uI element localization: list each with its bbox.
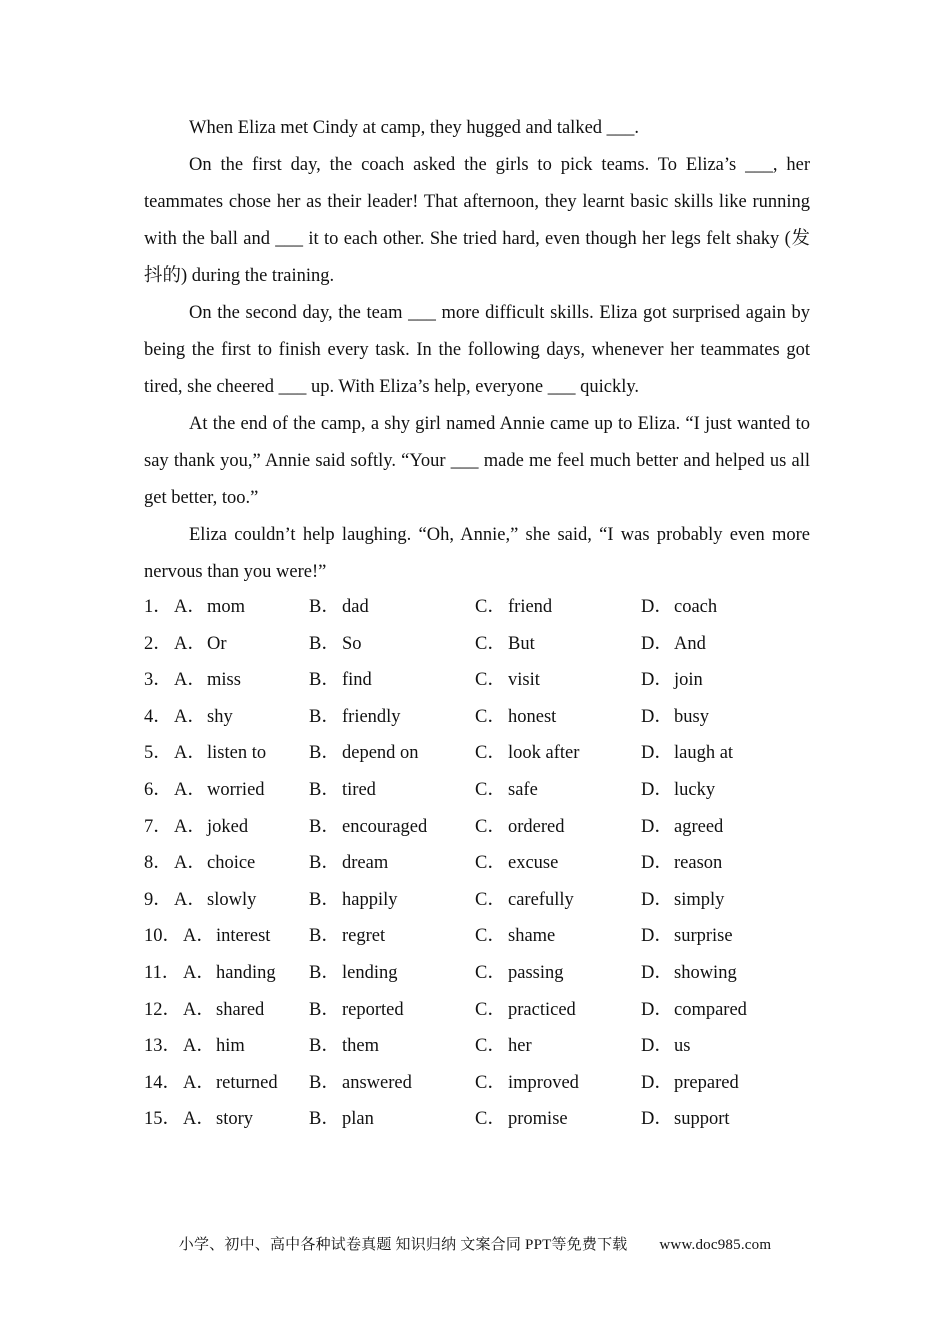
question-number: 8． — [144, 853, 172, 874]
option-letter: C． — [475, 1109, 506, 1130]
option-letter: B． — [309, 633, 340, 654]
option-text: honest — [508, 706, 557, 727]
question-number: 3． — [144, 670, 172, 691]
option-a — [144, 772, 265, 809]
option-text: him — [216, 1036, 245, 1057]
option-letter: D． — [641, 670, 673, 691]
option-d — [641, 772, 715, 809]
footer-text: 小学、初中、高中各种试卷真题 知识归纳 文案合同 PPT等免费下载 — [178, 1237, 628, 1253]
option-text: compared — [674, 999, 747, 1020]
option-letter: C． — [475, 1072, 506, 1093]
option-b — [309, 772, 376, 809]
option-b — [309, 1065, 412, 1102]
option-letter: D． — [641, 1072, 673, 1093]
option-d — [641, 589, 717, 626]
option-text: interest — [216, 926, 271, 947]
option-a — [144, 699, 233, 736]
option-text: miss — [207, 670, 241, 691]
option-c — [475, 589, 552, 626]
option-d — [641, 955, 737, 992]
option-letter: D． — [641, 926, 673, 947]
option-a — [144, 662, 241, 699]
question-row — [144, 955, 844, 992]
option-a — [144, 626, 227, 663]
option-text: listen to — [207, 743, 267, 764]
option-letter: C． — [475, 1036, 506, 1057]
option-text: improved — [508, 1072, 579, 1093]
option-text: laugh at — [674, 743, 734, 764]
question-number: 10． — [144, 926, 182, 947]
option-text: shared — [216, 999, 265, 1020]
option-c — [475, 918, 555, 955]
option-d — [641, 845, 722, 882]
option-a — [144, 1065, 278, 1102]
option-b — [309, 662, 372, 699]
question-number: 7． — [144, 816, 172, 837]
option-text: showing — [674, 962, 737, 983]
option-text: join — [674, 670, 703, 691]
option-letter: D． — [641, 1036, 673, 1057]
option-text: passing — [508, 962, 564, 983]
option-letter: B． — [309, 1036, 340, 1057]
option-letter: B． — [309, 889, 340, 910]
option-letter: D． — [641, 633, 673, 654]
option-text: mom — [207, 597, 246, 617]
option-letter: C． — [475, 706, 506, 727]
option-b — [309, 992, 404, 1029]
option-letter: B． — [309, 1072, 340, 1093]
option-c — [475, 1101, 568, 1138]
option-b — [309, 918, 385, 955]
option-letter: A． — [174, 743, 206, 764]
option-d — [641, 918, 733, 955]
option-letter: A． — [174, 706, 206, 727]
question-number: 11． — [144, 962, 181, 983]
option-letter: B． — [309, 779, 340, 800]
option-text: us — [674, 1036, 691, 1057]
option-letter: C． — [475, 670, 506, 691]
question-row — [144, 1101, 844, 1138]
option-letter: A． — [174, 779, 206, 800]
option-letter: C． — [475, 962, 506, 983]
option-text: promise — [508, 1109, 568, 1130]
option-text: reported — [342, 999, 404, 1020]
option-letter: C． — [475, 743, 506, 764]
option-c — [475, 992, 576, 1029]
option-d — [641, 662, 703, 699]
option-text: Or — [207, 633, 227, 654]
option-letter: B． — [309, 670, 340, 691]
option-a — [144, 735, 266, 772]
footer-url: www.doc985.com — [659, 1237, 772, 1253]
option-text: excuse — [508, 853, 559, 874]
option-text: shame — [508, 926, 556, 947]
option-letter: B． — [309, 1109, 340, 1130]
option-a — [144, 845, 255, 882]
option-letter: D． — [641, 999, 673, 1020]
option-text: handing — [216, 962, 276, 983]
option-c — [475, 626, 535, 663]
question-row — [144, 699, 844, 736]
option-letter: D． — [641, 816, 673, 837]
option-a — [144, 809, 248, 846]
option-a — [144, 589, 245, 626]
option-text: surprise — [674, 926, 733, 947]
question-row — [144, 1028, 844, 1065]
option-letter: C． — [475, 816, 506, 837]
option-d — [641, 882, 724, 919]
option-letter: A． — [174, 853, 206, 874]
option-d — [641, 626, 706, 663]
option-d — [641, 992, 747, 1029]
option-letter: B． — [309, 816, 340, 837]
page-footer — [0, 1233, 950, 1254]
question-number: 1． — [144, 597, 172, 617]
option-letter: B． — [309, 853, 340, 874]
option-d — [641, 1065, 739, 1102]
option-letter: D． — [641, 962, 673, 983]
option-letter: C． — [475, 999, 506, 1020]
option-b — [309, 626, 362, 663]
option-letter: A． — [183, 999, 215, 1020]
option-a — [144, 992, 264, 1029]
passage-paragraph: At the end of the camp, a shy girl named Annie came up to Eliza. “I just wanted to say thank you,” Annie said softly. “Your ___ made me feel much better and helped us all get better, too.” — [144, 414, 810, 508]
option-letter: D． — [641, 597, 673, 617]
option-text: story — [216, 1109, 253, 1130]
option-c — [475, 735, 579, 772]
option-letter: A． — [174, 633, 206, 654]
question-row — [144, 735, 844, 772]
option-b — [309, 589, 369, 626]
option-text: slowly — [207, 889, 257, 910]
option-text: dream — [342, 853, 389, 874]
option-text: agreed — [674, 816, 724, 837]
option-letter: A． — [183, 962, 215, 983]
option-letter: A． — [174, 816, 206, 837]
option-text: lending — [342, 962, 398, 983]
option-text: happily — [342, 889, 398, 910]
option-text: simply — [674, 889, 725, 910]
option-text: coach — [674, 597, 718, 617]
option-letter: C． — [475, 597, 506, 617]
option-letter: D． — [641, 743, 673, 764]
question-number: 15． — [144, 1109, 182, 1130]
option-d — [641, 1101, 730, 1138]
question-number: 5． — [144, 743, 172, 764]
option-c — [475, 845, 558, 882]
option-letter: C． — [475, 633, 506, 654]
option-b — [309, 882, 398, 919]
passage-paragraph: When Eliza met Cindy at camp, they hugged and talked ___. — [189, 118, 640, 138]
question-number: 2． — [144, 633, 172, 654]
option-b — [309, 735, 419, 772]
option-a — [144, 1028, 245, 1065]
question-number: 14． — [144, 1072, 182, 1093]
question-number: 12． — [144, 999, 182, 1020]
option-letter: D． — [641, 1109, 673, 1130]
option-text: lucky — [674, 779, 716, 800]
option-text: regret — [342, 926, 386, 947]
option-text: But — [508, 633, 535, 654]
option-text: prepared — [674, 1072, 739, 1093]
option-letter: B． — [309, 926, 340, 947]
option-text: shy — [207, 706, 233, 727]
question-row — [144, 882, 844, 919]
option-letter: D． — [641, 853, 673, 874]
option-text: busy — [674, 706, 709, 727]
option-d — [641, 809, 723, 846]
option-text: And — [674, 633, 706, 654]
option-text: joked — [207, 816, 249, 837]
option-letter: A． — [183, 1109, 215, 1130]
option-letter: D． — [641, 889, 673, 910]
question-row — [144, 809, 844, 846]
option-text: visit — [508, 670, 540, 691]
option-letter: D． — [641, 706, 673, 727]
option-text: practiced — [508, 999, 576, 1020]
option-text: plan — [342, 1109, 374, 1130]
option-c — [475, 809, 565, 846]
option-text: carefully — [508, 889, 574, 910]
option-text: support — [674, 1109, 730, 1130]
option-letter: C． — [475, 853, 506, 874]
option-letter: A． — [174, 597, 206, 617]
option-text: safe — [508, 779, 538, 800]
option-text: worried — [207, 779, 265, 800]
option-letter: C． — [475, 779, 506, 800]
question-row — [144, 845, 844, 882]
question-number: 6． — [144, 779, 172, 800]
option-letter: C． — [475, 889, 506, 910]
option-b — [309, 699, 401, 736]
option-b — [309, 845, 388, 882]
option-a — [144, 1101, 253, 1138]
option-letter: B． — [309, 743, 340, 764]
passage-paragraph: On the second day, the team ___ more difficult skills. Eliza got surprised again by being the first to finish every task. In the following days, whenever her teammates got tired, she cheered ___ up. With Eliza’s help, everyone ___ quickly. — [144, 303, 810, 397]
option-c — [475, 662, 540, 699]
question-number: 9． — [144, 889, 172, 910]
option-a — [144, 918, 270, 955]
option-text: depend on — [342, 743, 419, 764]
question-number: 13． — [144, 1036, 182, 1057]
option-text: So — [342, 633, 362, 654]
option-d — [641, 699, 709, 736]
passage-paragraph: On the first day, the coach asked the girls to pick teams. To Eliza’s ___, her teammates chose her as their leader! That afternoon, they learnt basic skills like running with the ball and ___ it to each other. She tried hard, even though her legs felt shaky (发抖的) during the training. — [144, 155, 810, 286]
option-letter: C． — [475, 926, 506, 947]
option-text: returned — [216, 1072, 278, 1093]
question-row — [144, 918, 844, 955]
option-text: friend — [508, 597, 553, 617]
option-letter: D． — [641, 779, 673, 800]
option-text: dad — [342, 597, 369, 617]
option-letter: A． — [183, 1036, 215, 1057]
passage-paragraph: Eliza couldn’t help laughing. “Oh, Annie,” she said, “I was probably even more nervous than you were!” — [144, 525, 810, 582]
option-text: her — [508, 1036, 532, 1057]
option-text: answered — [342, 1072, 412, 1093]
option-text: encouraged — [342, 816, 428, 837]
option-c — [475, 699, 556, 736]
reading-passage — [144, 110, 810, 591]
option-letter: B． — [309, 597, 340, 617]
answer-options-list — [144, 589, 844, 1138]
option-text: tired — [342, 779, 376, 800]
option-text: choice — [207, 853, 256, 874]
option-letter: B． — [309, 706, 340, 727]
question-row — [144, 1065, 844, 1102]
option-c — [475, 1065, 579, 1102]
option-letter: A． — [183, 1072, 215, 1093]
option-letter: A． — [174, 670, 206, 691]
question-row — [144, 662, 844, 699]
option-c — [475, 882, 574, 919]
question-row — [144, 589, 844, 626]
option-c — [475, 1028, 532, 1065]
question-row — [144, 626, 844, 663]
option-text: friendly — [342, 706, 401, 727]
option-letter: B． — [309, 962, 340, 983]
option-d — [641, 735, 733, 772]
option-b — [309, 1101, 374, 1138]
question-row — [144, 772, 844, 809]
question-number: 4． — [144, 706, 172, 727]
option-letter: A． — [174, 889, 206, 910]
option-b — [309, 809, 427, 846]
option-text: look after — [508, 743, 580, 764]
option-text: find — [342, 670, 372, 691]
option-b — [309, 955, 398, 992]
option-text: them — [342, 1036, 379, 1057]
option-letter: A． — [183, 926, 215, 947]
option-b — [309, 1028, 379, 1065]
question-row — [144, 992, 844, 1029]
option-c — [475, 772, 538, 809]
option-letter: B． — [309, 999, 340, 1020]
option-a — [144, 882, 256, 919]
option-text: ordered — [508, 816, 565, 837]
option-text: reason — [674, 853, 723, 874]
option-a — [144, 955, 276, 992]
option-d — [641, 1028, 690, 1065]
option-c — [475, 955, 564, 992]
